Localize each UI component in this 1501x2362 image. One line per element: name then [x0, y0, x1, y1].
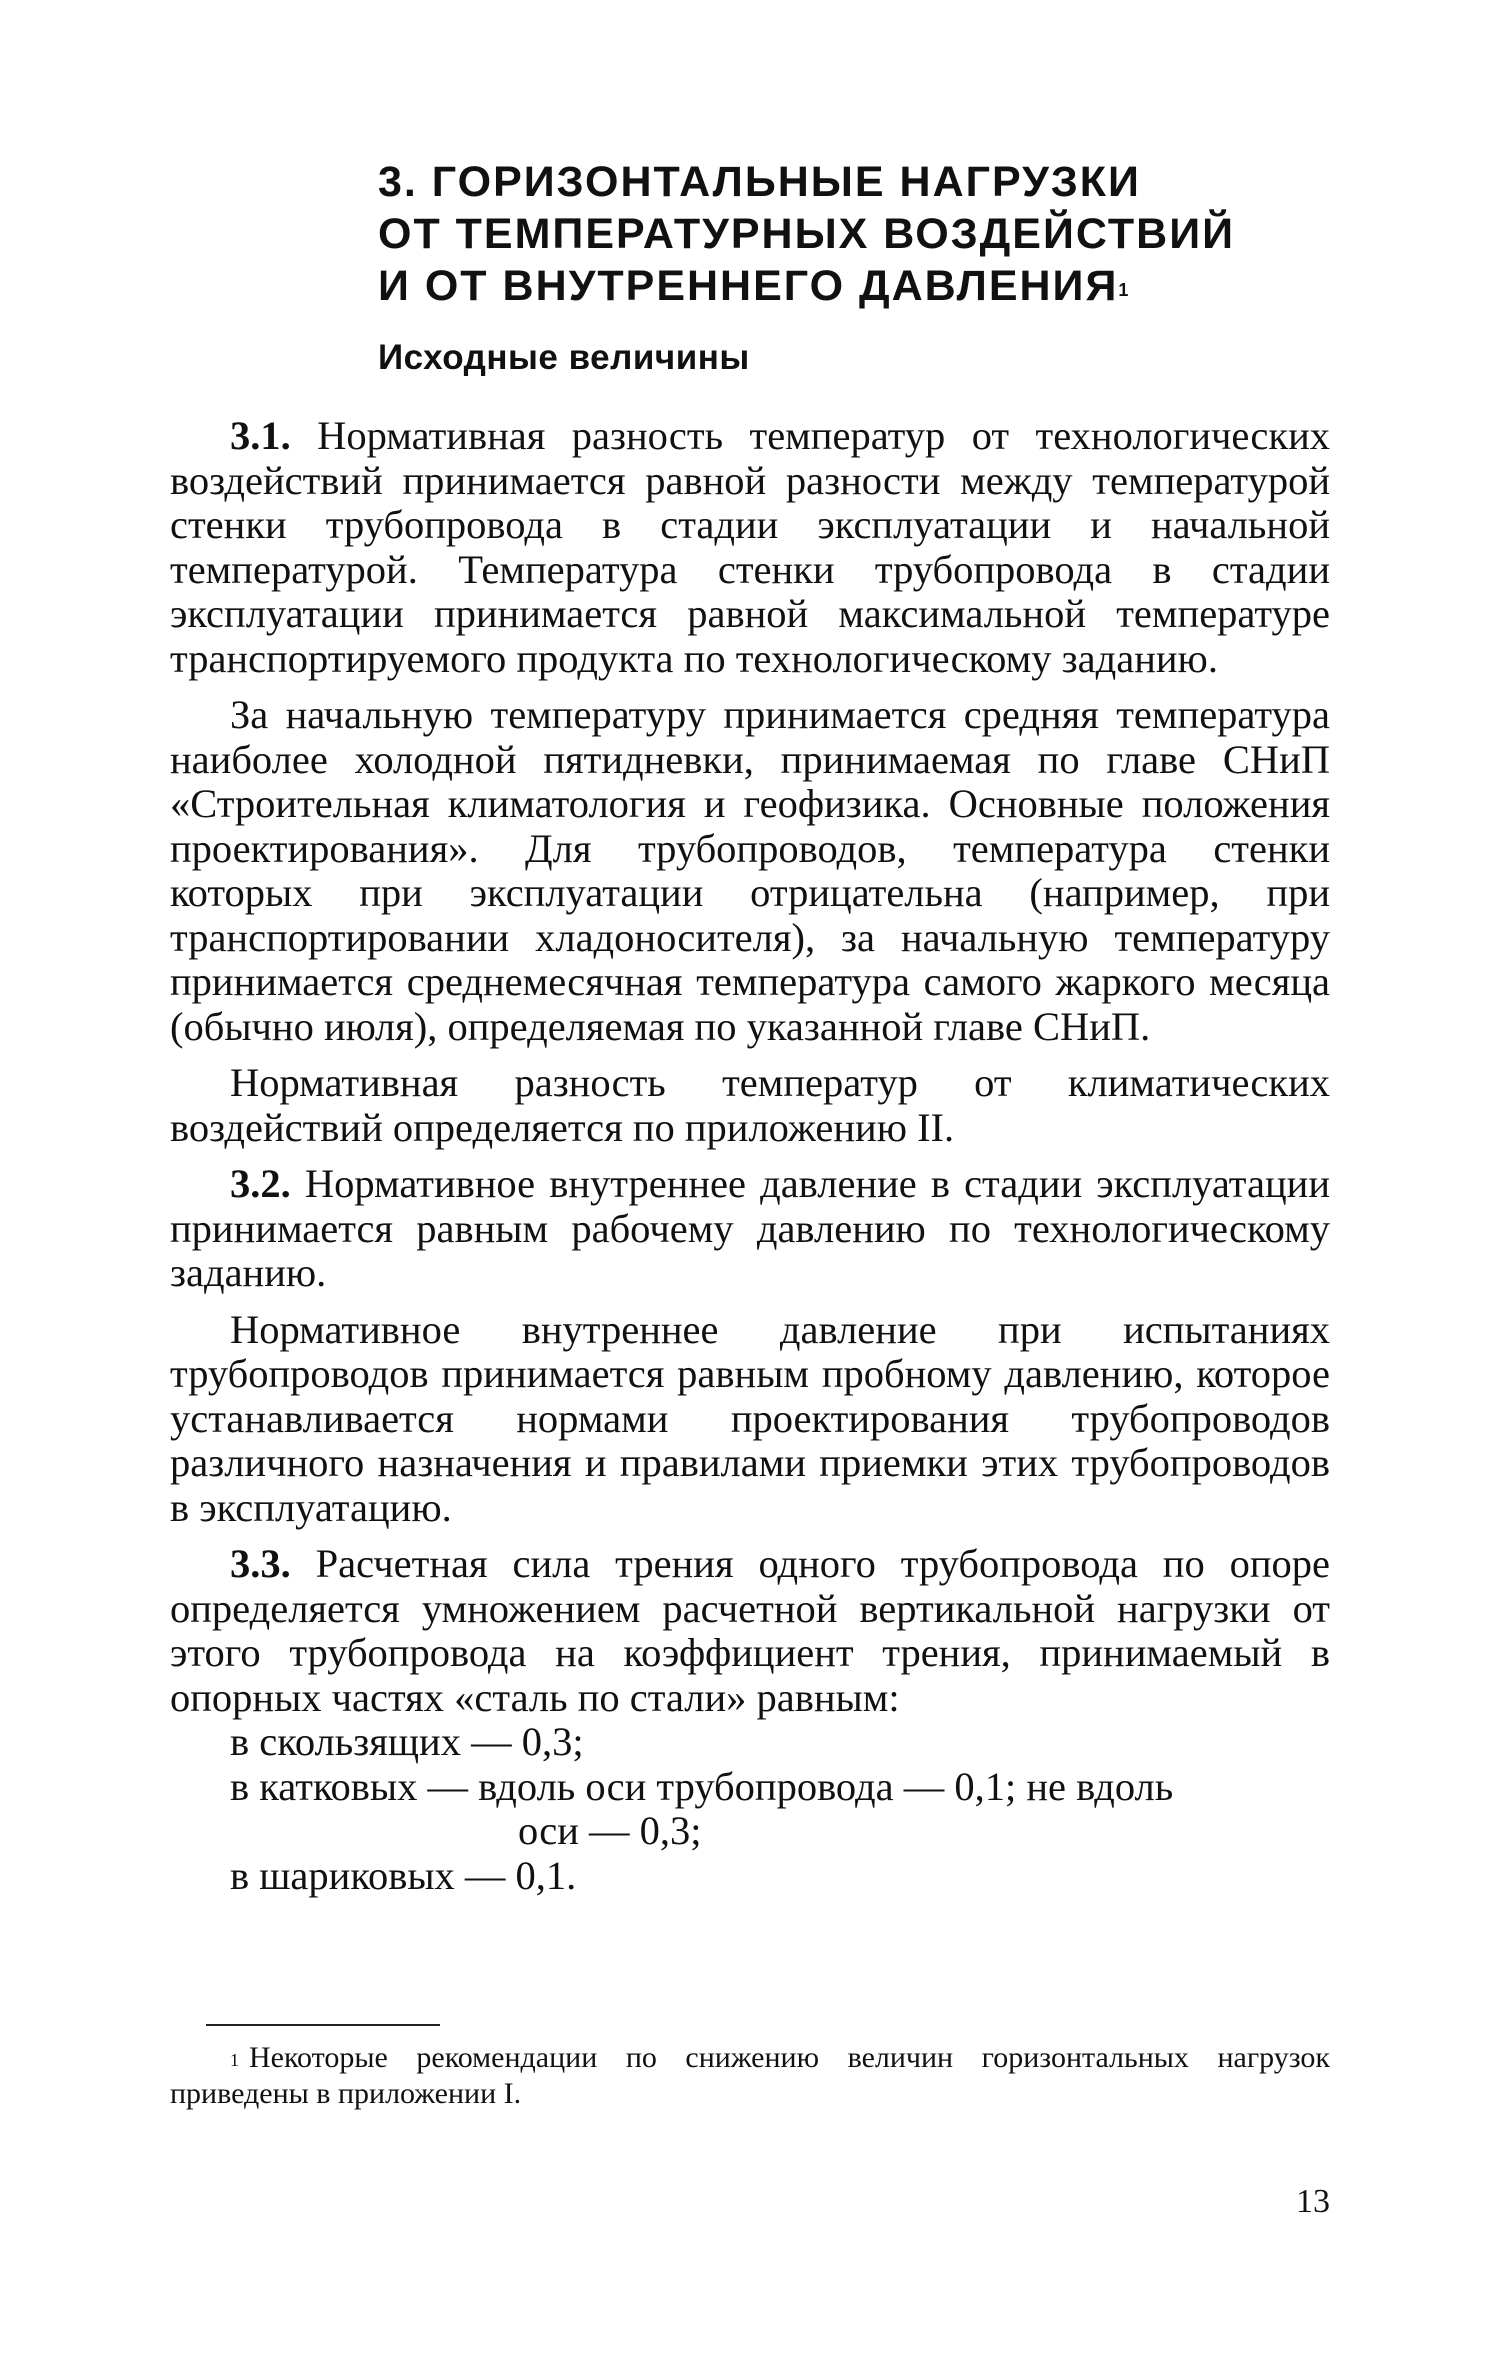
heading-line-1: 3. ГОРИЗОНТАЛЬНЫЕ НАГРУЗКИ [378, 158, 1141, 206]
paragraph-3-2-testing: Нормативное внутреннее давление при испытаниях трубопроводов принимается равным пробному давлению, которое устанавливается нормами проектирования трубопроводов различного назначения и правилами приемки этих трубопроводов в эксплуатацию. [170, 1306, 1330, 1530]
paragraph-3-2 [170, 1162, 1330, 1296]
paragraph-text: Расчетная сила трения одного трубопровода по опоре определяется умножением расчетной вертикальной нагрузки от этого трубопровода на коэффициент трения, принимаемый в опорных частях «сталь по стали» равным: [170, 1541, 1330, 1720]
subheading: Исходные величины [378, 338, 750, 377]
paragraph-3-1 [170, 414, 1330, 681]
footnote [170, 2040, 1330, 2112]
page-number: 13 [1296, 2183, 1330, 2220]
heading-line-2: ОТ ТЕМПЕРАТУРНЫХ ВОЗДЕЙСТВИЙ [378, 210, 1236, 258]
section-heading [378, 156, 1358, 312]
paragraph-3-1-initial-temperature: За начальную температуру принимается средняя температура наиболее холодной пятидневки, принимаемая по главе СНиП «Строительная климатология и геофизика. Основные положения проектирования». Для трубопроводов, температура стенки которых при эксплуатации отрицательна (например, при транспортировании хладоносителя), за начальную температуру принимается среднемесячная температура самого жаркого месяца (обычно июля), определяемая по указанной главе СНиП. [170, 692, 1330, 1049]
heading-line-3-text: И ОТ ВНУТРЕННЕГО ДАВЛЕНИЯ [378, 262, 1119, 310]
heading-line-3 [378, 260, 1358, 312]
footnote-text: Некоторые рекомендации по снижению величин горизонтальных нагрузок приведены в приложении I. [170, 2041, 1330, 2110]
heading-footnote-mark: 1 [1118, 280, 1131, 300]
paragraph-number: 3.1. [230, 413, 291, 458]
paragraph-text: Нормативное внутреннее давление в стадии эксплуатации принимается равным рабочему давлению по технологическому заданию. [170, 1161, 1331, 1295]
body-text [170, 414, 1330, 1910]
paragraph-3-1-climatic: Нормативная разность температур от климатических воздействий определяется по приложению II. [170, 1060, 1330, 1150]
paragraph-number: 3.3. [230, 1541, 291, 1586]
footnote-divider [206, 2024, 440, 2026]
paragraph-text: Нормативная разность температур от технологических воздействий принимается равной разности между температурой стенки трубопровода в стадии эксплуатации и начальной температурой. Температура стенки трубопровода в стадии эксплуатации принимается равной максимальной температуре транспортируемого продукта по технологическому заданию. [170, 413, 1330, 681]
footnote-mark: 1 [230, 2050, 239, 2070]
friction-item-roller-cont: оси — 0,3; [518, 1808, 702, 1853]
friction-item-sliding: в скользящих — 0,3; [230, 1719, 584, 1764]
paragraph-3-3 [170, 1542, 1330, 1720]
paragraph-number: 3.2. [230, 1161, 291, 1206]
friction-item-roller: в катковых — вдоль оси трубопровода — 0,1; не вдоль [230, 1763, 1174, 1809]
friction-item-ball: в шариковых — 0,1. [230, 1852, 577, 1898]
